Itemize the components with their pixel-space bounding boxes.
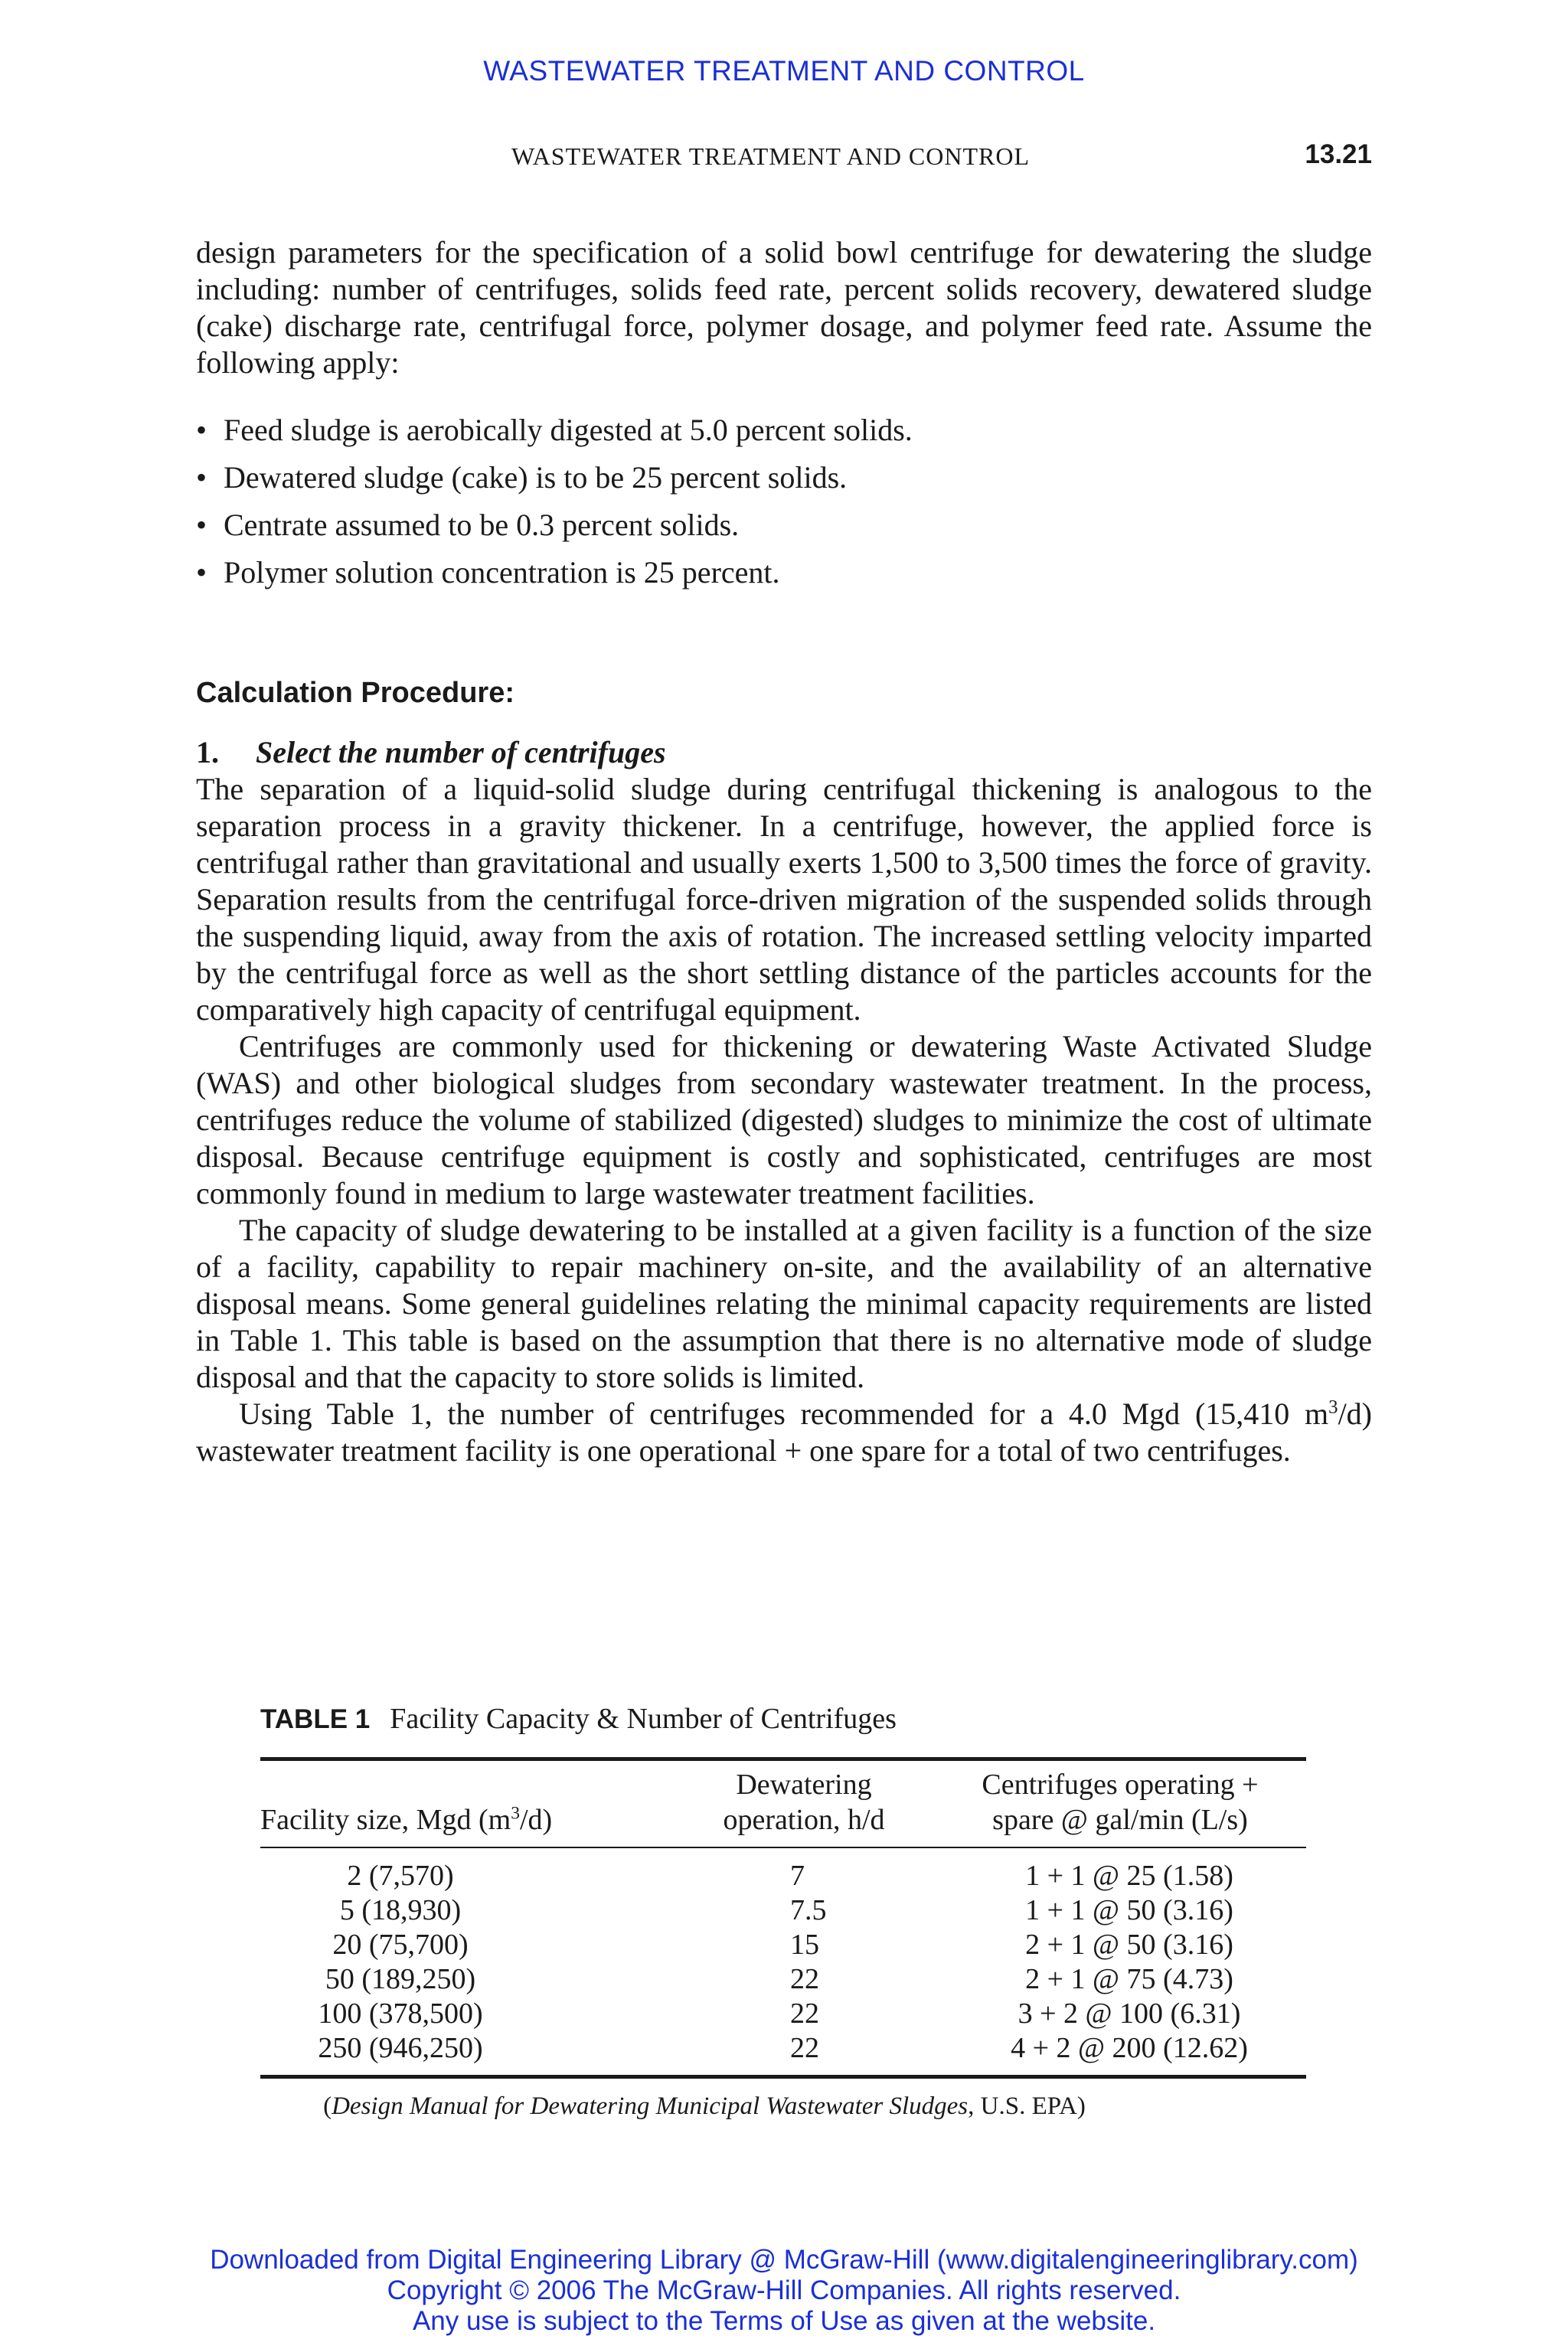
cell-centrifuges: 1 + 1 @ 50 (3.16) xyxy=(1025,1894,1233,1926)
column-header-dewatering xyxy=(674,1767,934,1838)
cell-centrifuges: 1 + 1 @ 25 (1.58) xyxy=(1025,1860,1233,1892)
cell-hours: 15 xyxy=(790,1929,819,1961)
superscript: 3 xyxy=(511,1803,520,1824)
paragraph xyxy=(196,1396,1372,1469)
cell-hours: 7 xyxy=(790,1860,805,1892)
cell-centrifuges: 2 + 1 @ 50 (3.16) xyxy=(1025,1929,1233,1961)
list-item-text: Centrate assumed to be 0.3 percent solids. xyxy=(224,508,740,542)
table-title: Facility Capacity & Number of Centrifuges xyxy=(390,1703,897,1735)
footer-copyright: Copyright © 2006 The McGraw-Hill Companies. All rights reserved. xyxy=(387,2275,1181,2305)
table-source-note xyxy=(260,2092,1148,2121)
footer-download-link[interactable]: Downloaded from Digital Engineering Library @ McGraw-Hill (www.digitalengineeringlibrary.com) xyxy=(210,2245,1358,2275)
header-text: /d) xyxy=(519,1804,553,1836)
assumption-list xyxy=(196,412,1344,602)
cell-centrifuges: 2 + 1 @ 75 (4.73) xyxy=(1025,1963,1233,1995)
footer-notice xyxy=(0,2245,1568,2337)
table-label: TABLE 1 xyxy=(260,1704,371,1734)
header-line: spare @ gal/min (L/s) xyxy=(992,1804,1248,1836)
intro-text: design parameters for the specification of a solid bowl centrifuge for dewatering the sludge including: number of centrifuges, solids feed rate, percent solids recovery, dewatered sludge (cake) discharge rate, centrifugal force, polymer dosage, and polymer feed rate. Assume the following apply: xyxy=(196,235,1372,380)
intro-paragraph xyxy=(196,234,1372,381)
paragraph-text: /d) wastewater treatment facility is one operational + one spare for a total of two centrifuges. xyxy=(196,1396,1372,1468)
page-number: 13.21 xyxy=(1305,139,1372,169)
list-item-text: Feed sludge is aerobically digested at 5.0 percent solids. xyxy=(224,413,913,447)
cell-centrifuges: 4 + 2 @ 200 (12.62) xyxy=(1011,2032,1248,2064)
step-heading xyxy=(196,734,666,770)
cell-hours: 22 xyxy=(790,1963,819,1995)
header-line: Dewatering xyxy=(736,1769,872,1801)
body-text xyxy=(196,771,1372,1469)
step-title: Select the number of centrifuges xyxy=(256,735,666,769)
cell-hours: 7.5 xyxy=(790,1894,827,1926)
cell-size: 100 (378,500) xyxy=(318,1998,483,2030)
table-bottom-rule xyxy=(260,2075,1306,2079)
table-header-row xyxy=(260,1761,1306,1847)
cell-hours: 22 xyxy=(790,1998,819,2030)
column-header-facility-size xyxy=(260,1767,674,1838)
cell-size: 250 (946,250) xyxy=(318,2032,483,2064)
cell-size: 50 (189,250) xyxy=(325,1963,476,1995)
paragraph-text: Using Table 1, the number of centrifuges recommended for a 4.0 Mgd (15,410 m xyxy=(239,1396,1329,1431)
source-publisher: , U.S. EPA) xyxy=(968,2092,1086,2120)
paragraph: The capacity of sludge dewatering to be installed at a given facility is a function of the size of a facility, capability to repair machinery on-site, and the availability of an alternative disposal means. Some general guidelines relating the minimal capacity requirements are listed in Table 1. This table is based on the assumption that there is no alternative mode of sludge disposal and that the capacity to store solids is limited. xyxy=(196,1213,1372,1394)
bullet-icon: • xyxy=(196,508,207,542)
paragraph: The separation of a liquid-solid sludge during centrifugal thickening is analogous to the separation process in a gravity thickener. In a centrifuge, however, the applied force is centrifugal rather than gravitational and usually exerts 1,500 to 3,500 times the force of gravity. Separation results from the centrifugal force-driven migration of the suspended solids through the suspending liquid, away from the axis of rotation. The increased settling velocity imparted by the centrifugal force as well as the short settling distance of the particles accounts for the comparatively high capacity of centrifugal equipment. xyxy=(196,772,1372,1027)
table-row xyxy=(260,1928,1306,1962)
table-row xyxy=(260,1997,1306,2031)
cell-size: 20 (75,700) xyxy=(332,1929,469,1961)
running-head: WASTEWATER TREATMENT AND CONTROL xyxy=(511,142,1031,170)
list-item xyxy=(196,459,1344,507)
list-item xyxy=(196,554,1344,602)
cell-centrifuges: 3 + 2 @ 100 (6.31) xyxy=(1018,1998,1241,2030)
source-paren: ( xyxy=(323,2092,332,2120)
chapter-banner-link[interactable]: WASTEWATER TREATMENT AND CONTROL xyxy=(483,55,1085,87)
section-heading: Calculation Procedure: xyxy=(196,677,514,709)
footer-terms-link[interactable]: Any use is subject to the Terms of Use as given at the website. xyxy=(412,2306,1156,2336)
step-number: 1. xyxy=(196,735,219,769)
list-item-text: Polymer solution concentration is 25 percent. xyxy=(224,555,780,590)
source-title: Design Manual for Dewatering Municipal Wastewater Sludges xyxy=(332,2092,969,2120)
facility-capacity-table xyxy=(260,1701,1306,2121)
header-text: Facility size, Mgd (m xyxy=(260,1804,511,1836)
superscript: 3 xyxy=(1328,1396,1338,1418)
bullet-icon: • xyxy=(196,555,207,590)
list-item-text: Dewatered sludge (cake) is to be 25 percent solids. xyxy=(224,460,848,495)
cell-size: 5 (18,930) xyxy=(339,1894,462,1926)
column-header-centrifuges xyxy=(934,1767,1306,1838)
cell-hours: 22 xyxy=(790,2032,819,2064)
bullet-icon: • xyxy=(196,460,207,495)
table-caption xyxy=(260,1701,1306,1737)
table-row xyxy=(260,1893,1306,1928)
table-body xyxy=(260,1848,1306,2075)
paragraph: Centrifuges are commonly used for thickening or dewatering Waste Activated Sludge (WAS) and other biological sludges from secondary wastewater treatment. In the process, centrifuges reduce the volume of stabilized (digested) sludges to minimize the cost of ultimate disposal. Because centrifuge equipment is costly and sophisticated, centrifuges are most commonly found in medium to large wastewater treatment facilities. xyxy=(196,1029,1372,1210)
table-row xyxy=(260,1859,1306,1893)
table-row xyxy=(260,2031,1306,2066)
header-line: operation, h/d xyxy=(723,1804,885,1836)
list-item xyxy=(196,412,1344,459)
table-row xyxy=(260,1962,1306,1997)
header-line: Centrifuges operating + xyxy=(982,1769,1259,1801)
bullet-icon: • xyxy=(196,413,207,447)
cell-size: 2 (7,570) xyxy=(347,1860,454,1892)
list-item xyxy=(196,507,1344,554)
